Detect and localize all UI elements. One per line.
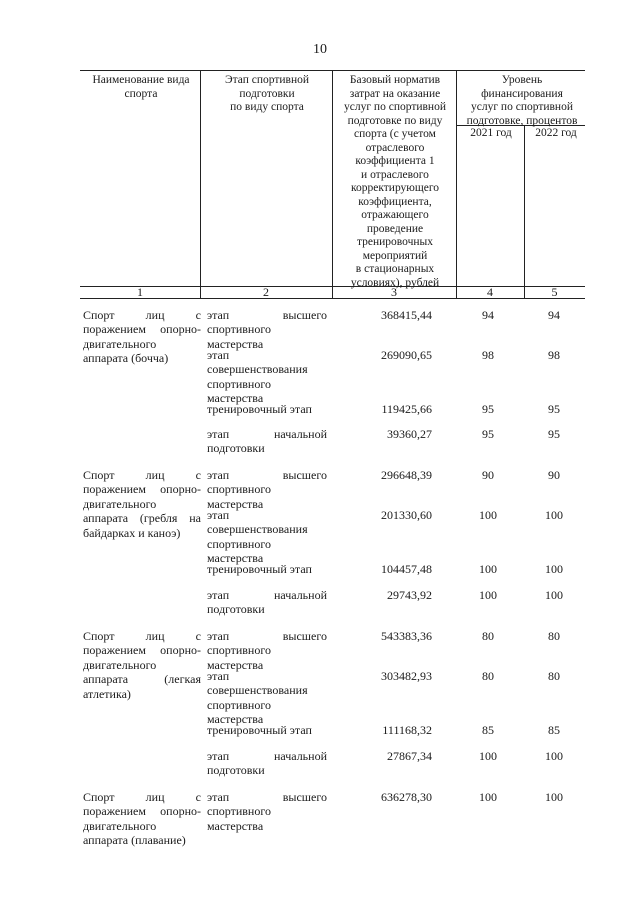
header-2021: 2021 год <box>470 127 512 139</box>
header-stage: Этап спортивной подготовки по виду спорта <box>224 74 309 113</box>
stage-name: тренировочный этап <box>207 723 312 737</box>
norm-value: 27867,34 <box>387 749 432 763</box>
norm-value: 201330,60 <box>381 508 432 522</box>
norm-value: 296648,39 <box>381 468 432 482</box>
funding-2022: 95 <box>548 427 560 441</box>
funding-2022: 95 <box>548 402 560 416</box>
funding-2021: 100 <box>479 508 497 522</box>
page-number: 10 <box>313 42 327 57</box>
sport-name: Спорт лиц с поражением опорно-двигательного аппарата (плавание) <box>83 790 201 848</box>
funding-2021: 94 <box>482 308 494 322</box>
norm-value: 111168,32 <box>382 723 432 737</box>
col-number-3: 3 <box>391 285 397 299</box>
stage-name: этап высшего спортивного мастерства <box>207 790 327 833</box>
stage-name: тренировочный этап <box>207 562 312 576</box>
funding-2021: 100 <box>479 790 497 804</box>
header-sport: Наименование вида спорта <box>92 74 190 100</box>
header-2022: 2022 год <box>535 127 577 139</box>
funding-2022: 100 <box>545 508 563 522</box>
col-number-4: 4 <box>487 285 493 299</box>
col-number-1: 1 <box>137 285 143 299</box>
norm-value: 636278,30 <box>381 790 432 804</box>
funding-2022: 100 <box>545 562 563 576</box>
header-funding: Уровень финансирования услуг по спортивной подготовке, процентов <box>466 74 578 127</box>
sport-name: Спорт лиц с поражением опорно-двигательного аппарата (бочча) <box>83 308 201 366</box>
funding-2022: 100 <box>545 588 563 602</box>
funding-2022: 85 <box>548 723 560 737</box>
funding-2022: 80 <box>548 629 560 643</box>
funding-2021: 98 <box>482 348 494 362</box>
norm-value: 39360,27 <box>387 427 432 441</box>
stage-name: этап начальной подготовки <box>207 588 327 617</box>
col-rule-2 <box>332 70 333 298</box>
funding-2021: 85 <box>482 723 494 737</box>
funding-2021: 90 <box>482 468 494 482</box>
stage-name: этап совершенствования спортивного мастерства <box>207 508 308 566</box>
stage-name: этап высшего спортивного мастерства <box>207 468 327 511</box>
funding-2021: 100 <box>479 749 497 763</box>
funding-2021: 100 <box>479 588 497 602</box>
funding-2021: 95 <box>482 402 494 416</box>
stage-name: тренировочный этап <box>207 402 312 416</box>
funding-2021: 95 <box>482 427 494 441</box>
stage-name: этап начальной подготовки <box>207 427 327 456</box>
norm-value: 303482,93 <box>381 669 432 683</box>
col-rule-3 <box>456 70 457 298</box>
norm-value: 119425,66 <box>381 402 432 416</box>
col-number-2: 2 <box>263 285 269 299</box>
col-rule-4 <box>524 125 525 298</box>
norm-value: 269090,65 <box>381 348 432 362</box>
funding-2022: 94 <box>548 308 560 322</box>
stage-name: этап высшего спортивного мастерства <box>207 629 327 672</box>
funding-2022: 90 <box>548 468 560 482</box>
col-rule-1 <box>200 70 201 298</box>
norm-value: 104457,48 <box>381 562 432 576</box>
funding-2021: 80 <box>482 669 494 683</box>
header-norm: Базовый норматив затрат на оказание услуг по спортивной подготовке по виду спорта (с учетом отраслевого коэффициента 1 и отраслевого корректирующего коэффициента, отражающего проведение тренировочных мероприятий в стационарных условиях), рублей <box>344 74 446 289</box>
funding-2022: 98 <box>548 348 560 362</box>
funding-2021: 80 <box>482 629 494 643</box>
norm-value: 368415,44 <box>381 308 432 322</box>
funding-2022: 100 <box>545 790 563 804</box>
sport-name: Спорт лиц с поражением опорно-двигательного аппарата (легкая атлетика) <box>83 629 201 701</box>
norm-value: 29743,92 <box>387 588 432 602</box>
sport-name: Спорт лиц с поражением опорно-двигательного аппарата (гребля на байдарках и каноэ) <box>83 468 201 540</box>
stage-name: этап начальной подготовки <box>207 749 327 778</box>
stage-name: этап высшего спортивного мастерства <box>207 308 327 351</box>
stage-name: этап совершенствования спортивного мастерства <box>207 669 308 727</box>
funding-2022: 100 <box>545 749 563 763</box>
norm-value: 543383,36 <box>381 629 432 643</box>
funding-2022: 80 <box>548 669 560 683</box>
col-number-5: 5 <box>551 285 558 299</box>
funding-2021: 100 <box>479 562 497 576</box>
stage-name: этап совершенствования спортивного мастерства <box>207 348 308 406</box>
